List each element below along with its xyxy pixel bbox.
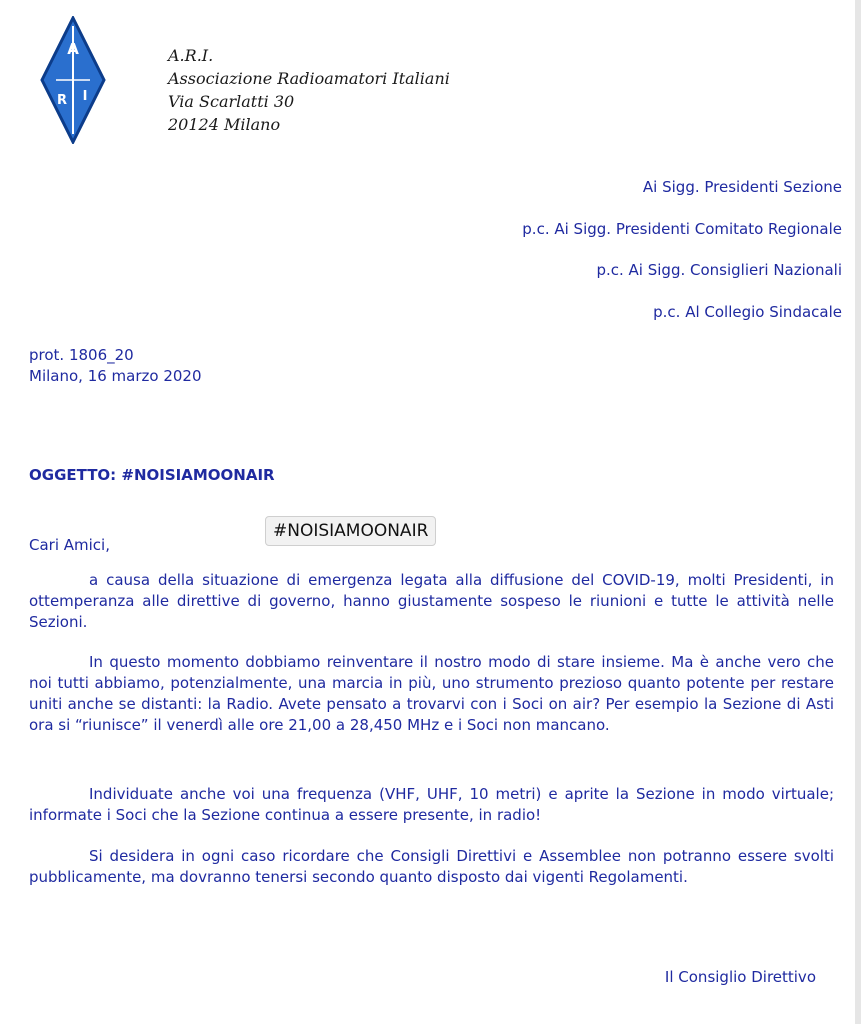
ari-logo — [40, 16, 106, 144]
recipient-line: p.c. Ai Sigg. Presidenti Comitato Regionale — [522, 219, 842, 238]
body-paragraph-2 — [29, 652, 834, 736]
page-edge — [855, 0, 861, 1024]
sender-name-short: A.R.I. — [168, 46, 214, 65]
subject-line: OGGETTO: #NOISIAMOONAIR — [29, 466, 275, 484]
sender-name-full: Associazione Radioamatori Italiani — [168, 69, 450, 88]
paragraph-text: In questo momento dobbiamo reinventare il nostro modo di stare insieme. Ma è anche vero che noi tutti abbiamo, potenzialmente, una marcia in più, uno strumento prezioso quanto potente per restare uniti anche se distanti: la Radio. Avete pensato a trovarvi con i Soci on air? Per esempio la Sezione di Asti ora si “riunisce” il venerdì alle ore 21,00 a 28,450 MHz e i Soci non mancano. — [29, 653, 834, 734]
sender-address — [168, 44, 450, 136]
sender-city: 20124 Milano — [168, 115, 281, 134]
recipient-line: p.c. Ai Sigg. Consiglieri Nazionali — [596, 261, 842, 279]
recipient-line: Ai Sigg. Presidenti Sezione — [642, 178, 842, 196]
logo-letter-r: R — [56, 93, 68, 108]
signature: Il Consiglio Direttivo — [664, 968, 816, 986]
sender-street: Via Scarlatti 30 — [168, 92, 295, 111]
body-paragraph-3 — [29, 784, 834, 826]
paragraph-text: Si desidera in ogni caso ricordare che Consigli Direttivi e Assemblee non potranno essere svolti pubblicamente, ma dovranno tenersi secondo quanto disposto dai vigenti Regolamenti. — [29, 847, 834, 886]
body-paragraph-1 — [29, 570, 834, 633]
recipients-block — [522, 172, 842, 338]
place-date: Milano, 16 marzo 2020 — [29, 367, 202, 385]
recipient-line: p.c. Al Collegio Sindacale — [653, 302, 842, 321]
paragraph-text: Individuate anche voi una frequenza (VHF, UHF, 10 metri) e aprite la Sezione in modo virtuale; informate i Soci che la Sezione continua a essere presente, in radio! — [29, 785, 834, 824]
paragraph-text: a causa della situazione di emergenza legata alla diffusione del COVID-19, molti Presidenti, in ottemperanza alle direttive di governo, hanno giustamente sospeso le riunioni e tutte le attività nelle Sezioni. — [29, 571, 834, 631]
logo-letter-i: I — [82, 89, 88, 104]
body-paragraph-4 — [29, 846, 834, 888]
protocol-block — [29, 345, 202, 387]
protocol-number: prot. 1806_20 — [29, 346, 134, 364]
hashtag-badge: #NOISIAMOONAIR — [265, 516, 436, 546]
greeting: Cari Amici, — [29, 536, 110, 554]
logo-letter-a: A — [67, 40, 79, 58]
